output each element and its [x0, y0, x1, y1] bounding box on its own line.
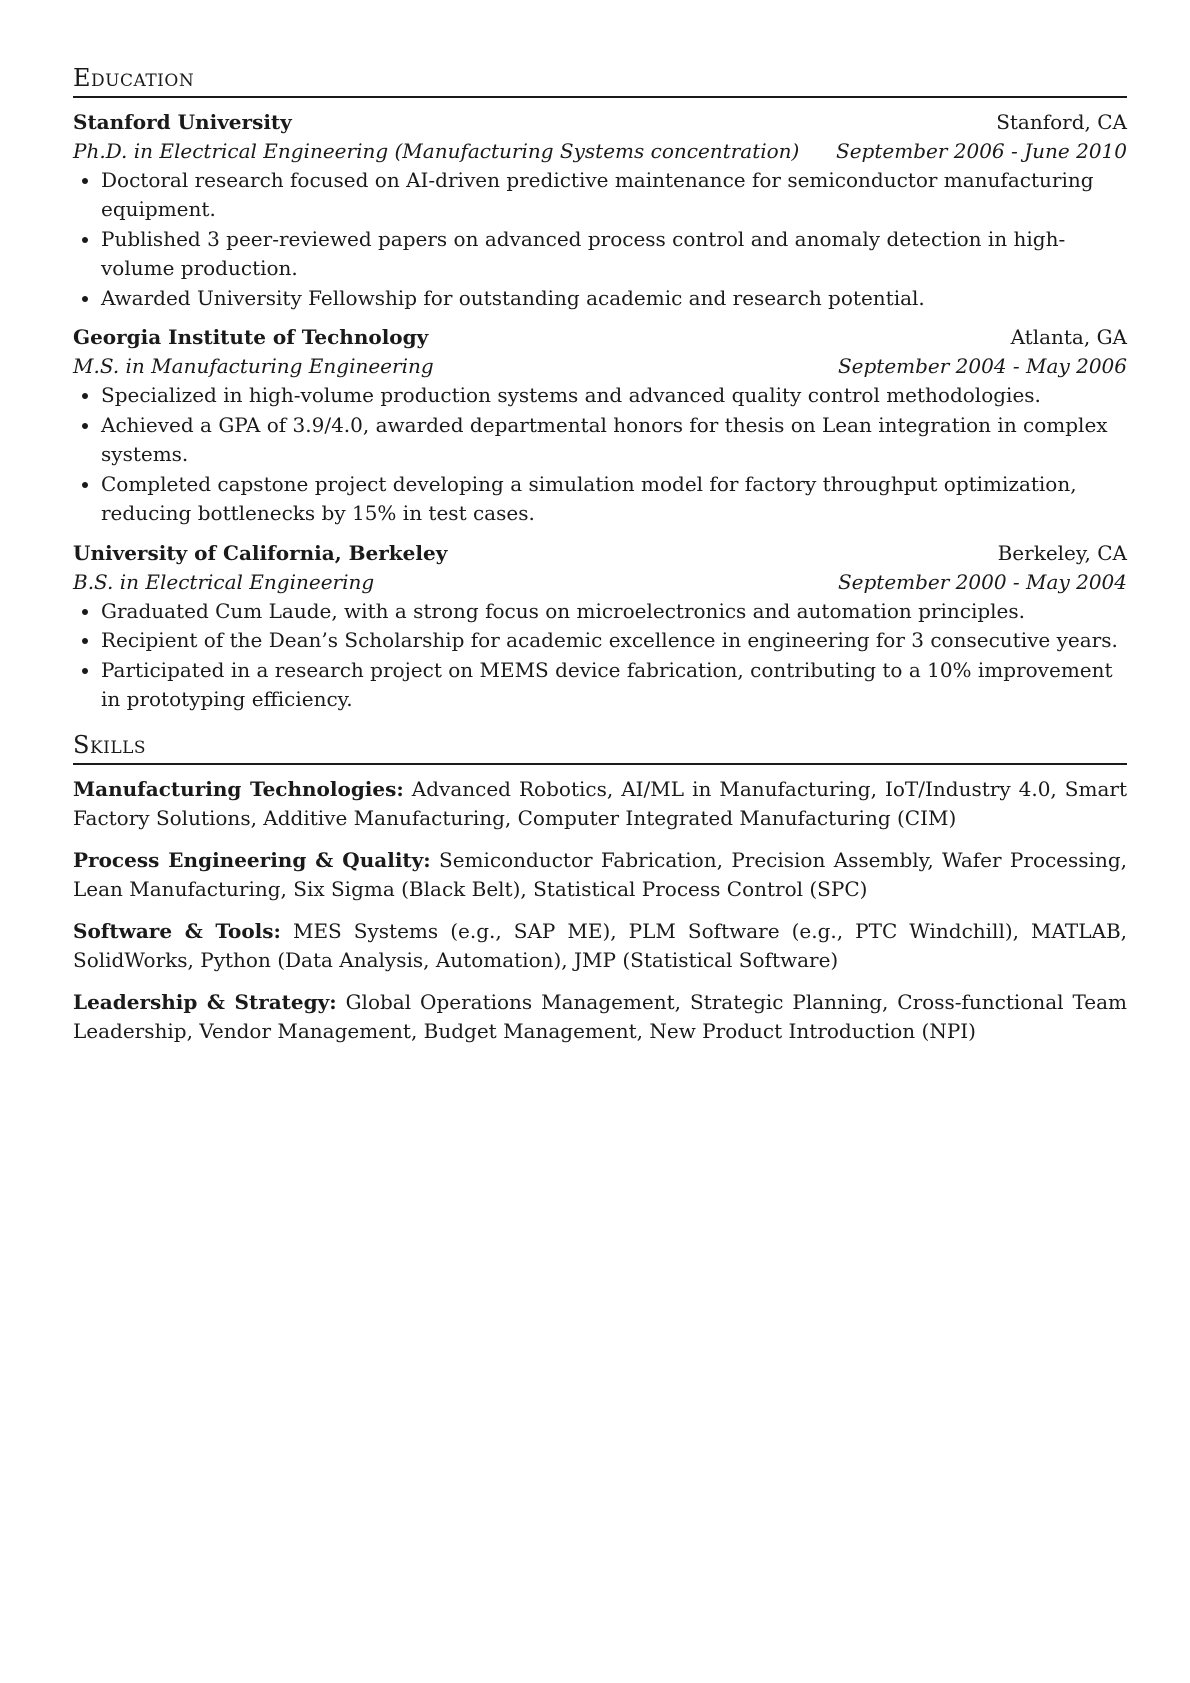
institution-location: Stanford, CA — [996, 109, 1127, 134]
bullet-icon — [82, 393, 88, 399]
list-item — [73, 626, 1127, 656]
institution-name: Georgia Institute of Technology — [73, 325, 429, 350]
education-section — [73, 64, 1127, 715]
degree-title: M.S. in Manufacturing Engineering — [73, 354, 434, 379]
degree-dates: September 2000 - May 2004 — [837, 569, 1127, 594]
entry-bullets — [73, 166, 1127, 314]
list-item — [73, 225, 1127, 284]
entry-bullets — [73, 381, 1127, 529]
bullet-icon — [82, 296, 88, 302]
bullet-text: Awarded University Fellowship for outstanding academic and research potential. — [101, 285, 925, 310]
list-item — [73, 597, 1127, 627]
entry-degree-row — [73, 568, 1127, 597]
skills-list — [73, 775, 1127, 1047]
bullet-text: Doctoral research focused on AI-driven predictive maintenance for semiconductor manufacturing equipment. — [101, 167, 1094, 222]
skill-text: Advanced Robotics, AI/ML in Manufacturing, IoT/Industry 4.0, Smart Factory Solutions, Additive Manufacturing, Computer Integrated Manufacturing (CIM) — [73, 776, 1127, 831]
list-item — [73, 381, 1127, 411]
education-heading: Education — [73, 64, 1127, 98]
bullet-icon — [82, 482, 88, 488]
bullet-text: Specialized in high-volume production systems and advanced quality control methodologies. — [101, 383, 1041, 408]
entry-degree-row — [73, 137, 1127, 166]
list-item — [73, 656, 1127, 715]
degree-title: B.S. in Electrical Engineering — [73, 569, 375, 594]
bullet-text: Published 3 peer-reviewed papers on advanced process control and anomaly detection in high-volume production. — [101, 226, 1066, 281]
list-item — [73, 284, 1127, 314]
skill-item — [73, 988, 1127, 1047]
skill-label: Manufacturing Technologies: — [73, 776, 404, 801]
entry-bullets — [73, 597, 1127, 715]
degree-dates: September 2006 - June 2010 — [836, 138, 1127, 163]
skill-text: MES Systems (e.g., SAP ME), PLM Software (e.g., PTC Windchill), MATLAB, SolidWorks, Python (Data Analysis, Automation), JMP (Statistical Software) — [73, 918, 1127, 973]
skill-label: Process Engineering & Quality: — [73, 847, 431, 872]
entry-header-row — [73, 539, 1127, 568]
institution-name: University of California, Berkeley — [73, 540, 448, 565]
institution-name: Stanford University — [73, 109, 292, 134]
list-item — [73, 470, 1127, 529]
resume-page — [73, 64, 1127, 1059]
bullet-icon — [82, 237, 88, 243]
skills-section — [73, 731, 1127, 1047]
skills-heading: Skills — [73, 731, 1127, 765]
entry-header-row — [73, 108, 1127, 137]
institution-location: Atlanta, GA — [1010, 325, 1127, 350]
education-entry — [73, 108, 1127, 314]
education-entry — [73, 323, 1127, 529]
bullet-text: Achieved a GPA of 3.9/4.0, awarded departmental honors for thesis on Lean integration in complex systems. — [101, 412, 1108, 467]
skill-text: Semiconductor Fabrication, Precision Assembly, Wafer Processing, Lean Manufacturing, Six Sigma (Black Belt), Statistical Process Control (SPC) — [73, 847, 1127, 902]
skill-item — [73, 775, 1127, 834]
skill-item — [73, 917, 1127, 976]
bullet-text: Recipient of the Dean’s Scholarship for academic excellence in engineering for 3 consecutive years. — [101, 628, 1118, 653]
skill-item — [73, 846, 1127, 905]
bullet-text: Graduated Cum Laude, with a strong focus on microelectronics and automation principles. — [101, 598, 1026, 623]
skill-text: Global Operations Management, Strategic Planning, Cross-functional Team Leadership, Vendor Management, Budget Management, New Product Introduction (NPI) — [73, 989, 1127, 1044]
skill-label: Leadership & Strategy: — [73, 989, 337, 1014]
bullet-text: Completed capstone project developing a simulation model for factory throughput optimization, reducing bottlenecks by 15% in test cases. — [101, 471, 1077, 526]
list-item — [73, 166, 1127, 225]
skill-label: Software & Tools: — [73, 918, 281, 943]
bullet-icon — [82, 668, 88, 674]
bullet-icon — [82, 423, 88, 429]
institution-location: Berkeley, CA — [997, 540, 1127, 565]
entry-degree-row — [73, 352, 1127, 381]
entry-header-row — [73, 323, 1127, 352]
bullet-icon — [82, 609, 88, 615]
degree-dates: September 2004 - May 2006 — [837, 354, 1127, 379]
education-entry — [73, 539, 1127, 715]
bullet-icon — [82, 638, 88, 644]
degree-title: Ph.D. in Electrical Engineering (Manufacturing Systems concentration) — [73, 138, 800, 163]
list-item — [73, 411, 1127, 470]
bullet-text: Participated in a research project on MEMS device fabrication, contributing to a 10% improvement in prototyping efficiency. — [101, 657, 1113, 712]
bullet-icon — [82, 178, 88, 184]
